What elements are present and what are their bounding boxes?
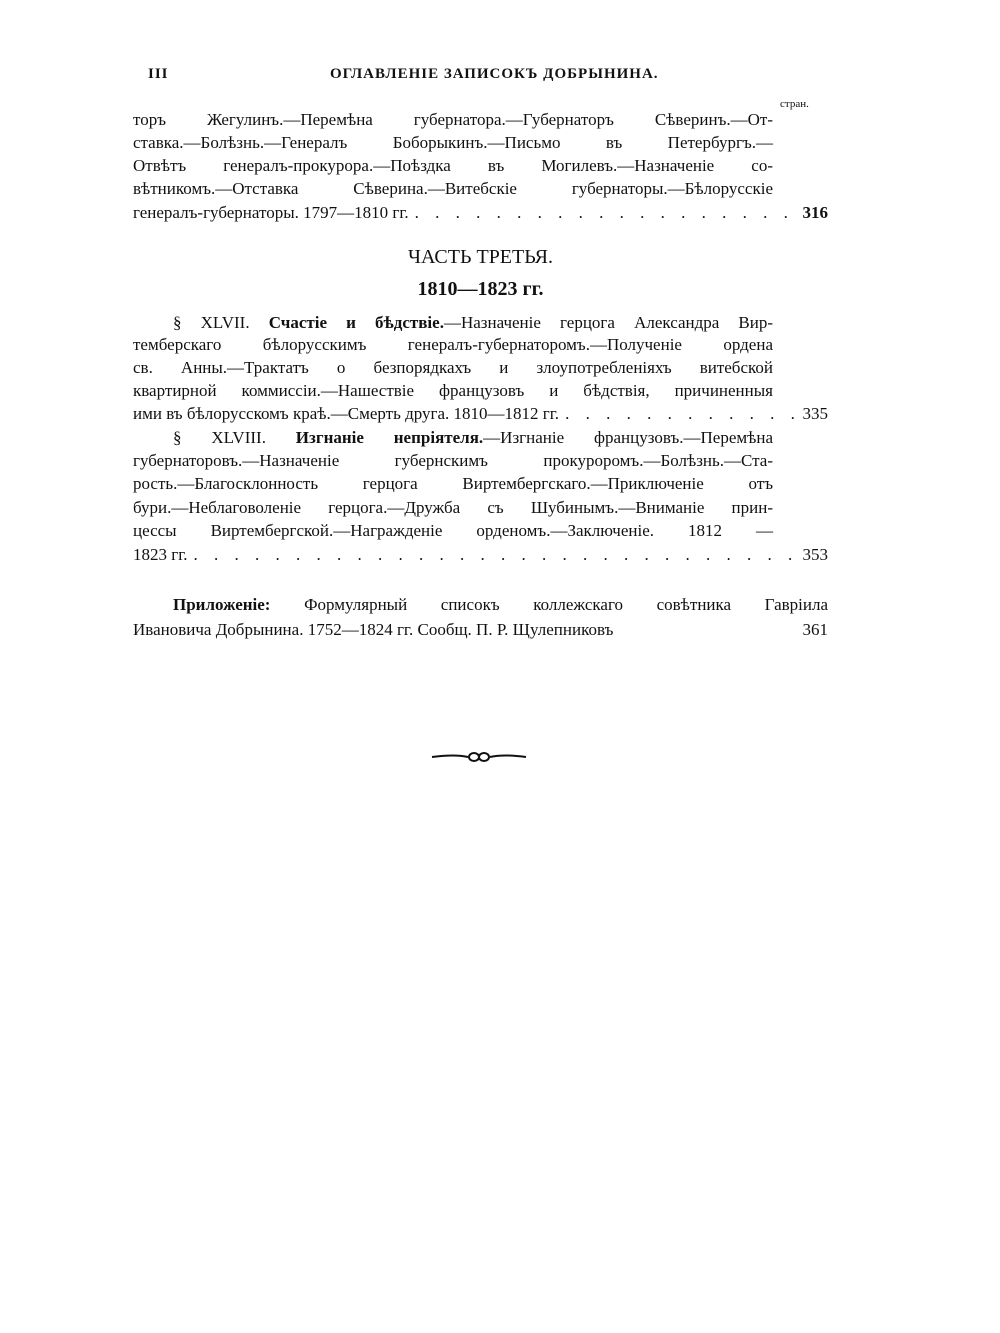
- toc-entry-end: [133, 544, 828, 566]
- leader-dots: [194, 544, 797, 566]
- toc-line: губернаторовъ.—Назначеніе губернскимъ прокуроромъ.—Болѣзнь.—Ста-: [133, 451, 773, 470]
- part-title: ЧАСТЬ ТРЕТЬЯ.: [407, 246, 554, 268]
- toc-text: Формулярный списокъ коллежскаго совѣтника Гавріила: [304, 595, 828, 614]
- toc-text: 1823 гг.: [133, 545, 188, 564]
- appendix-label: Приложеніе:: [173, 595, 271, 614]
- toc-text: генералъ-губернаторы. 1797—1810 гг.: [133, 203, 409, 222]
- part-years: 1810—1823 гг.: [417, 278, 544, 300]
- toc-line: квартирной коммиссіи.—Нашествіе французовъ и бѣдствія, причиненныя: [133, 381, 773, 400]
- section-title: Счастіе и бѣдствіе.: [268, 313, 444, 332]
- toc-line: св. Анны.—Трактатъ о безпорядкахъ и злоупотребленіяхъ витебской: [133, 358, 773, 377]
- toc-line: ставка.—Болѣзнь.—Генералъ Боборыкинъ.—Письмо въ Петербургъ.—: [133, 133, 773, 152]
- page-column-label: стран.: [780, 98, 809, 110]
- appendix-end: [133, 619, 828, 641]
- running-title: ОГЛАВЛЕНІЕ ЗАПИСОКЪ ДОБРЫНИНА.: [330, 66, 659, 82]
- toc-text: ими въ бѣлорусскомъ краѣ.—Смерть друга. 1810—1812 гг.: [133, 404, 560, 423]
- toc-text: —Изгнаніе французовъ.—Перемѣна: [483, 428, 773, 447]
- toc-line: темберскаго бѣлорусскимъ генералъ-губернаторомъ.—Полученіе ордена: [133, 335, 773, 354]
- section-number: § XLVII.: [173, 313, 250, 332]
- toc-page: 335: [802, 404, 828, 423]
- toc-line: Отвѣтъ генералъ-прокурора.—Поѣздка въ Могилевъ.—Назначеніе со-: [133, 156, 773, 175]
- section-first-line: [173, 312, 773, 334]
- section-first-line: [173, 427, 773, 449]
- leader-dots: [565, 403, 796, 425]
- toc-line: бури.—Неблаговоленіе герцога.—Дружба съ Шубинымъ.—Вниманіе прин-: [133, 498, 773, 517]
- toc-page: 353: [802, 545, 828, 564]
- appendix-line: [173, 594, 828, 616]
- section-number: § XLVIII.: [173, 428, 266, 447]
- toc-line: торъ Жегулинъ.—Перемѣна губернатора.—Губернаторъ Сѣверинъ.—От-: [133, 110, 773, 129]
- section-title: Изгнаніе непріятеля.: [295, 428, 484, 447]
- toc-line: рость.—Благосклонность герцога Виртембергскаго.—Приключеніе отъ: [133, 474, 773, 493]
- toc-page: 361: [802, 620, 828, 639]
- toc-text: —Назначеніе герцога Александра Вир-: [443, 313, 774, 332]
- leader-dots: [415, 202, 797, 224]
- toc-entry-end: [133, 403, 828, 425]
- toc-line: вѣтникомъ.—Отставка Сѣверина.—Витебскіе губернаторы.—Бѣлорусскіе: [133, 179, 773, 198]
- toc-entry-end: [133, 202, 828, 224]
- toc-text: Ивановича Добрынина. 1752—1824 гг. Сообщ. П. Р. Щулепниковъ: [133, 620, 614, 639]
- page-number: III: [148, 66, 169, 82]
- toc-line: цессы Виртембергской.—Награжденіе орденомъ.—Заключеніе. 1812 —: [133, 521, 773, 540]
- ornament-divider-icon: [430, 750, 528, 764]
- toc-page: 316: [802, 203, 828, 222]
